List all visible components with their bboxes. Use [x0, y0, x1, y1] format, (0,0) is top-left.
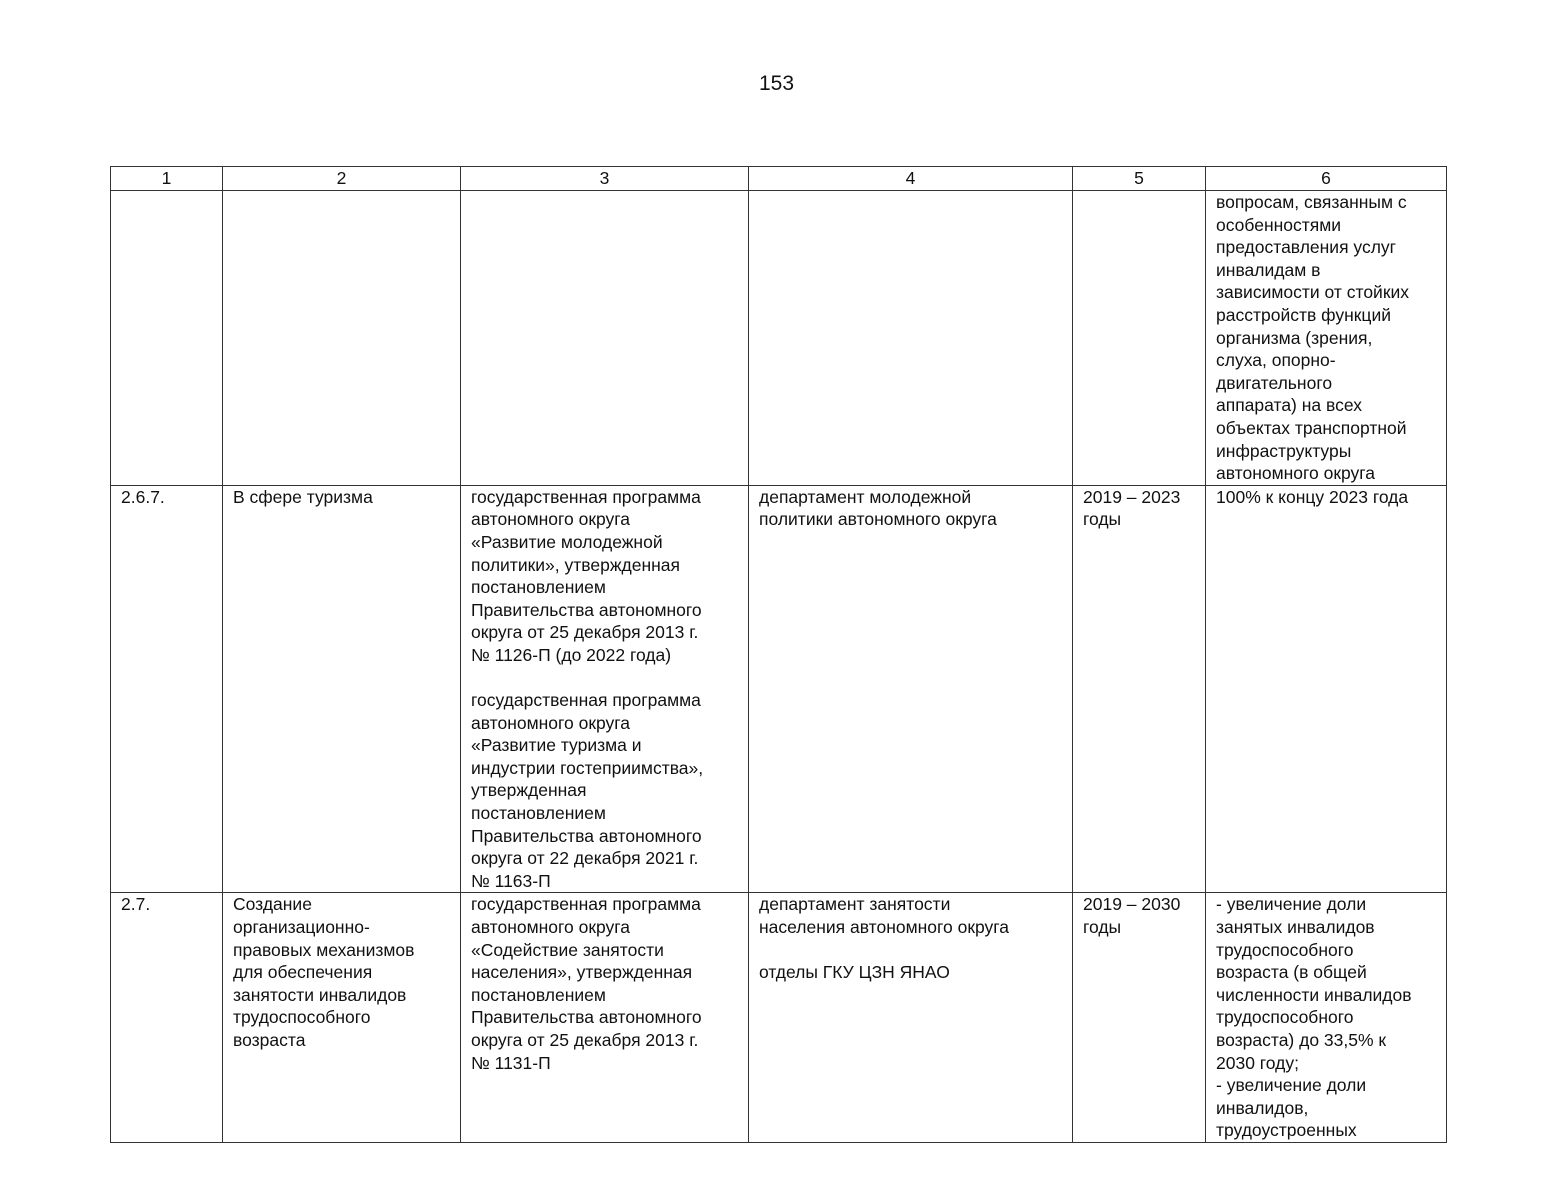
text-line: отделы ГКУ ЦЗН ЯНАО	[759, 962, 950, 983]
text-line: № 1126-П (до 2022 года)	[471, 644, 672, 665]
header-col-6: 6	[1206, 167, 1447, 191]
header-col-4: 4	[749, 167, 1073, 191]
cell-result	[1206, 893, 1447, 1143]
text-line: занятости инвалидов	[233, 984, 407, 1005]
text-line: возраста (в общей	[1216, 962, 1367, 983]
text-line: политики автономного округа	[759, 509, 997, 530]
result-text	[1216, 191, 1440, 485]
text-line: зависимости от стойких	[1216, 282, 1410, 303]
cell-result	[1206, 485, 1447, 893]
text-line: постановлением	[471, 984, 606, 1005]
text-line: № 1163-П	[471, 870, 551, 891]
text-line: трудоспособного	[1216, 939, 1354, 960]
page-number: 153	[758, 72, 795, 95]
cell-name	[223, 893, 461, 1143]
text-line: «Развитие туризма и	[471, 735, 642, 756]
text-line: инвалидов,	[1216, 1097, 1309, 1118]
program-text-a	[471, 486, 742, 667]
text-line: 2030 году;	[1216, 1052, 1299, 1073]
text-line: возраста	[233, 1029, 306, 1050]
header-col-2: 2	[223, 167, 461, 191]
text-line: утвержденная	[471, 780, 587, 801]
text-line: населения автономного округа	[759, 917, 1010, 937]
text-line: политики», утвержденная	[471, 554, 681, 575]
text-line: постановлением	[471, 803, 606, 824]
result-text	[1216, 486, 1440, 509]
text-line: автономного округа	[471, 509, 631, 530]
text-line: годы	[1083, 509, 1122, 530]
cell-number	[111, 893, 223, 1143]
text-line: расстройств функций	[1216, 304, 1391, 325]
cell-result	[1206, 191, 1447, 486]
text-line: округа от 25 декабря 2013 г.	[471, 622, 699, 643]
text-line: объектах транспортной	[1216, 417, 1407, 438]
text-line: постановлением	[471, 577, 606, 598]
text-line: Правительства автономного	[471, 825, 702, 846]
years-text	[1083, 486, 1199, 531]
executor-text-b	[759, 961, 1066, 984]
cell-program	[461, 485, 749, 893]
text-line: автономного округа	[471, 712, 631, 733]
text-line: государственная программа	[471, 894, 701, 915]
executor-text	[759, 486, 1066, 531]
text-line: населения», утвержденная	[471, 962, 693, 983]
header-row	[111, 167, 1447, 191]
text-line: государственная программа	[471, 486, 701, 507]
text-line: для обеспечения	[233, 962, 373, 983]
cell-name	[223, 485, 461, 893]
text-line: государственная программа	[471, 690, 701, 711]
text-line: - увеличение доли	[1216, 1075, 1367, 1096]
table-row-2-7	[111, 893, 1447, 1143]
measures-table	[110, 166, 1447, 1143]
table-row-2-6-7	[111, 485, 1447, 893]
text-line: аппарата) на всех	[1216, 395, 1362, 416]
text-line: 2019 – 2030	[1083, 894, 1181, 915]
cell-executor	[749, 191, 1073, 486]
text-line: трудоспособного	[233, 1007, 371, 1028]
text-line: - увеличение доли	[1216, 894, 1367, 915]
text-line: автономного округа	[471, 917, 631, 937]
table-row-continuation	[111, 191, 1447, 486]
header-col-5: 5	[1073, 167, 1206, 191]
cell-program	[461, 191, 749, 486]
cell-executor	[749, 893, 1073, 1143]
header-col-3: 3	[461, 167, 749, 191]
cell-years	[1073, 485, 1206, 893]
text-line: Правительства автономного	[471, 1007, 702, 1028]
text-line: правовых механизмов	[233, 939, 415, 960]
text-line: округа от 25 декабря 2013 г.	[471, 1029, 699, 1050]
text-line: вопросам, связанным с	[1216, 192, 1407, 212]
text-line: «Содействие занятости	[471, 939, 664, 960]
text-line: трудоспособного	[1216, 1007, 1354, 1028]
cell-name	[223, 191, 461, 486]
text-line: слуха, опорно-	[1216, 350, 1336, 371]
text-line: автономного округа	[1216, 463, 1376, 484]
cell-years	[1073, 893, 1206, 1143]
row-number: 2.6.7.	[121, 486, 165, 507]
program-text	[471, 893, 742, 1074]
text-line: Создание	[233, 894, 312, 915]
cell-executor	[749, 485, 1073, 893]
cell-number	[111, 191, 223, 486]
text-line: округа от 22 декабря 2021 г.	[471, 848, 699, 869]
text-line: трудоустроенных	[1216, 1120, 1357, 1141]
row-number: 2.7.	[121, 894, 151, 915]
text-line: департамент молодежной	[759, 486, 972, 507]
years-text	[1083, 893, 1199, 938]
text-line: предоставления услуг	[1216, 237, 1397, 258]
text-line: организма (зрения,	[1216, 327, 1373, 348]
cell-program	[461, 893, 749, 1143]
text-line: двигательного	[1216, 372, 1333, 393]
text-line: 2019 – 2023	[1083, 486, 1181, 507]
text-line: инвалидам в	[1216, 259, 1321, 280]
text-line: годы	[1083, 917, 1122, 937]
row-name: В сфере туризма	[233, 486, 373, 507]
text-line: Правительства автономного	[471, 599, 702, 620]
text-line: 100% к концу 2023 года	[1216, 486, 1409, 507]
text-line: особенностями	[1216, 214, 1342, 235]
executor-text-a	[759, 893, 1066, 938]
text-line: индустрии гостеприимства»,	[471, 757, 704, 778]
text-line: инфраструктуры	[1216, 440, 1352, 461]
cell-years	[1073, 191, 1206, 486]
text-line: «Развитие молодежной	[471, 531, 663, 552]
text-line: департамент занятости	[759, 894, 951, 915]
result-text	[1216, 893, 1440, 1142]
cell-number	[111, 485, 223, 893]
text-line: возраста) до 33,5% к	[1216, 1029, 1387, 1050]
header-col-1: 1	[111, 167, 223, 191]
row-name	[233, 893, 454, 1051]
program-text-b	[471, 689, 742, 892]
text-line: численности инвалидов	[1216, 984, 1412, 1005]
text-line: занятых инвалидов	[1216, 917, 1375, 937]
text-line: организационно-	[233, 917, 370, 937]
text-line: № 1131-П	[471, 1052, 551, 1073]
